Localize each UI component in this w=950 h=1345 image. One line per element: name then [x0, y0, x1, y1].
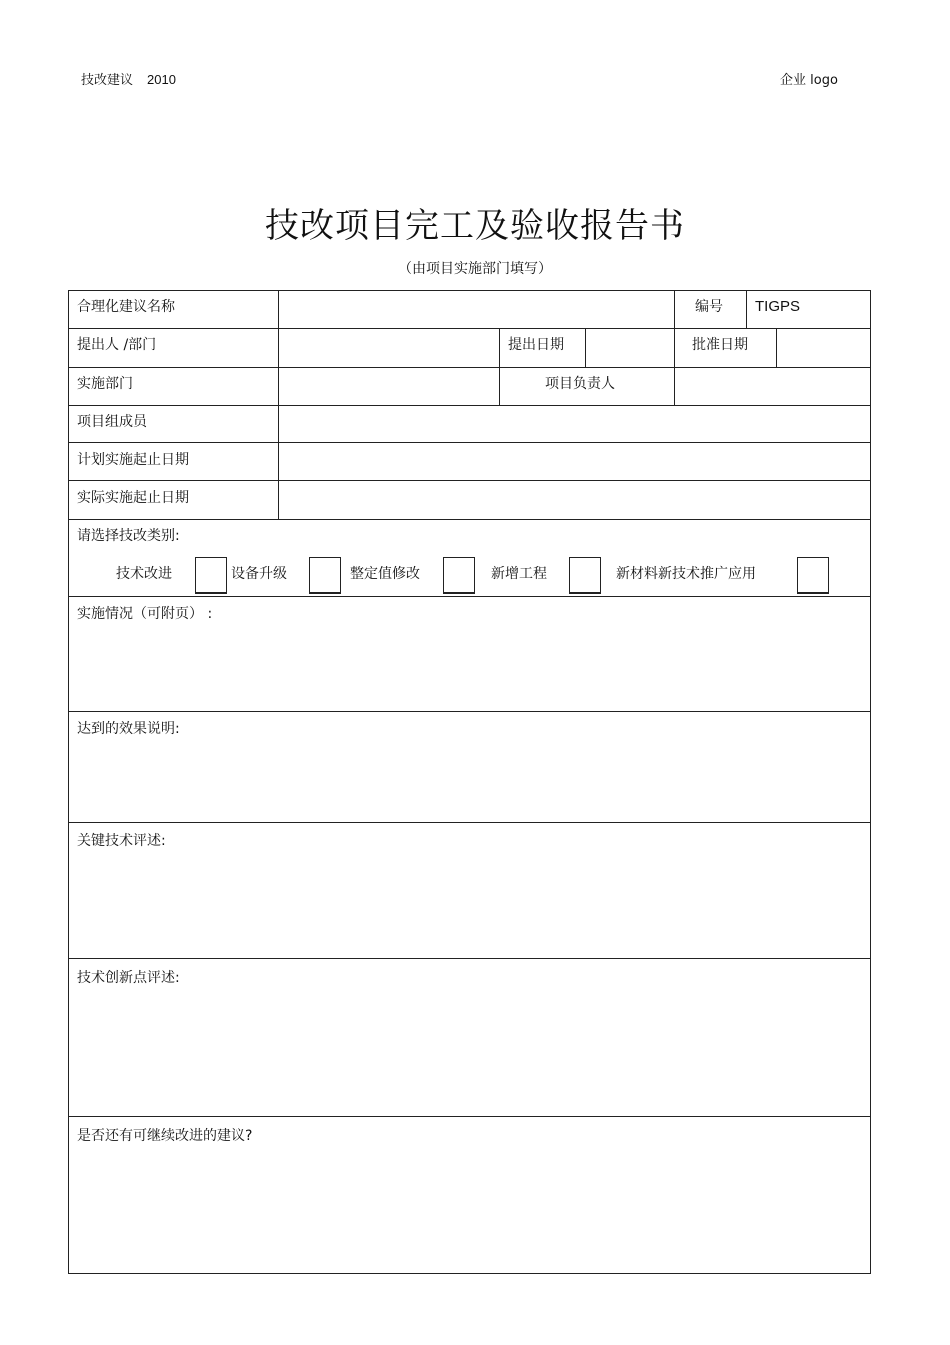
category-prompt: 请选择技改类别: [77, 528, 180, 544]
header-year: 2010 [147, 72, 176, 87]
members-field[interactable] [279, 406, 870, 442]
checkbox-new-tech[interactable] [797, 557, 829, 594]
approval-date-label: 批准日期 [692, 337, 748, 353]
proposer-label: 提出人 /部门 [77, 337, 157, 353]
category-label-tech-improve: 技术改进 [116, 566, 172, 582]
approval-date-field[interactable] [777, 329, 870, 367]
key-tech-field[interactable] [69, 852, 870, 958]
impl-dept-field[interactable] [279, 368, 499, 405]
further-suggestion-field[interactable] [69, 1147, 870, 1273]
suggestion-name-field[interactable] [279, 291, 674, 328]
document-subtitle: （由项目实施部门填写） [398, 261, 552, 277]
actual-dates-label: 实际实施起止日期 [77, 490, 189, 506]
innovation-label: 技术创新点评述: [77, 970, 180, 986]
suggestion-name-label: 合理化建议名称 [77, 299, 175, 315]
actual-dates-field[interactable] [279, 481, 870, 519]
proposal-date-field[interactable] [586, 329, 674, 367]
number-value[interactable]: TIGPS [755, 298, 801, 315]
report-form [68, 290, 871, 1274]
category-label-equipment-upgrade: 设备升级 [231, 566, 287, 582]
proposal-date-label: 提出日期 [508, 337, 564, 353]
project-lead-label: 项目负责人 [545, 376, 615, 392]
innovation-field[interactable] [69, 989, 870, 1116]
planned-dates-field[interactable] [279, 443, 870, 480]
category-label-new-project: 新增工程 [491, 566, 547, 582]
checkbox-new-project[interactable] [569, 557, 601, 594]
impl-status-field[interactable] [69, 625, 870, 711]
impl-dept-label: 实施部门 [77, 376, 133, 392]
checkbox-setting-change[interactable] [443, 557, 475, 594]
effect-field[interactable] [69, 740, 870, 822]
members-label: 项目组成员 [77, 414, 147, 430]
document-title: 技改项目完工及验收报告书 [265, 206, 685, 246]
planned-dates-label: 计划实施起止日期 [77, 452, 189, 468]
effect-label: 达到的效果说明: [77, 721, 180, 737]
category-label-setting-change: 整定值修改 [350, 566, 420, 582]
further-suggestion-label: 是否还有可继续改进的建议? [77, 1128, 253, 1144]
header-left [81, 69, 176, 88]
number-label: 编号 [695, 299, 723, 315]
checkbox-tech-improve[interactable] [195, 557, 227, 594]
key-tech-label: 关键技术评述: [77, 833, 166, 849]
project-lead-field[interactable] [675, 368, 870, 405]
proposer-field[interactable] [279, 329, 499, 367]
impl-status-label: 实施情况（可附页） : [77, 606, 213, 622]
checkbox-equipment-upgrade[interactable] [309, 557, 341, 594]
category-label-new-tech: 新材料新技术推广应用 [616, 566, 756, 582]
header-logo-text: 企业 logo [780, 73, 838, 88]
header-doc-type: 技改建议 [81, 73, 134, 88]
